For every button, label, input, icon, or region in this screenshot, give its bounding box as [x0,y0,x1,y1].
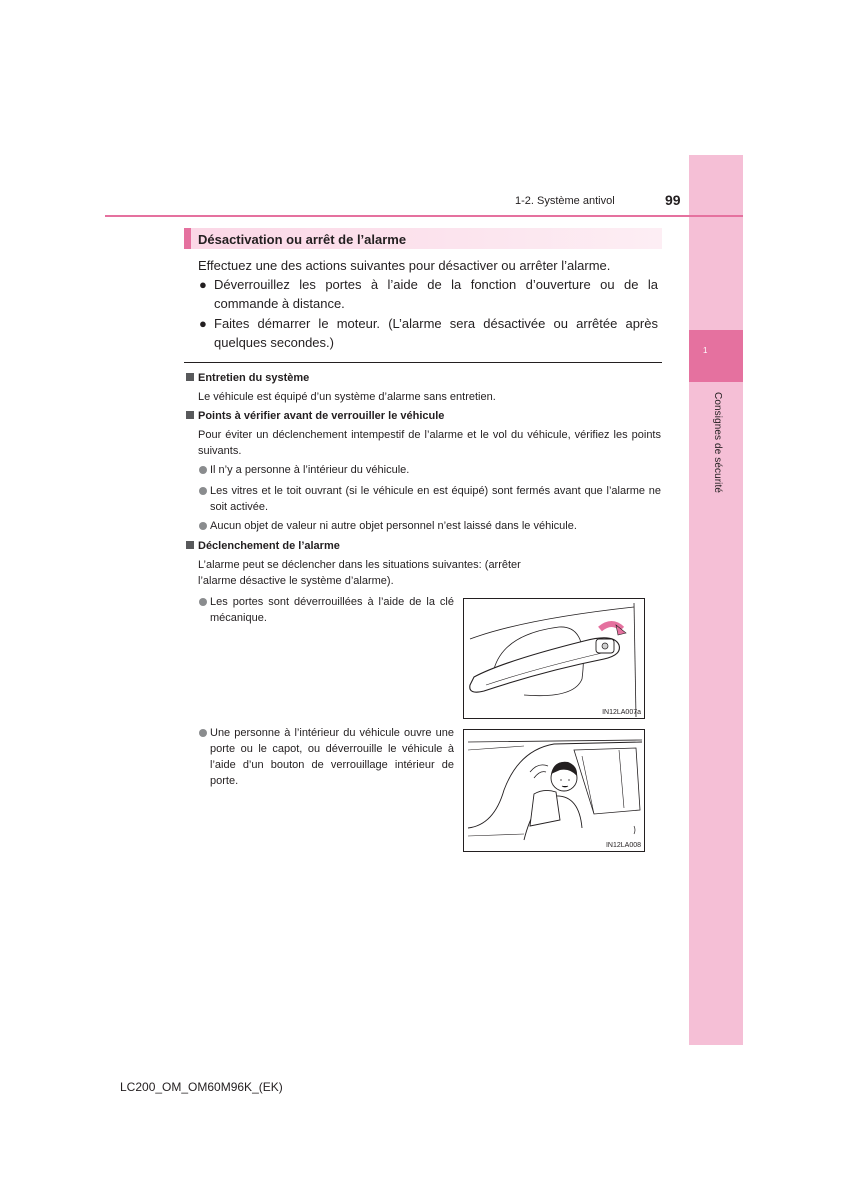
list-item-text: Aucun objet de valeur ni autre objet personnel n’est laissé dans le véhicule. [210,520,577,532]
square-bullet-icon [186,541,194,549]
chapter-title: Consignes de sécurité [712,392,723,494]
bullet-icon [199,598,207,606]
chapter-side-tab [689,155,743,1045]
note-title: Points à vérifier avant de verrouiller le véhicule [198,410,445,422]
bullet-icon [199,522,207,530]
note-text: Le véhicule est équipé d’un système d’alarme sans entretien. [198,391,496,403]
chapter-number: 1 [703,346,708,355]
section-heading: Désactivation ou arrêt de l’alarme [198,232,407,247]
header-rule [105,215,743,217]
bullet-icon [199,729,207,737]
square-bullet-icon [186,411,194,419]
bullet-icon: ● [199,316,207,331]
chapter-tab-active[interactable] [689,330,743,382]
note-heading [186,372,309,384]
footer-code: LC200_OM_OM60M96K_(EK) [120,1080,283,1094]
section-intro: Effectuez une des actions suivantes pour désactiver ou arrêter l’alarme. [198,258,611,273]
bullet-icon: ● [199,277,207,292]
figure-code: IN12LA008 [605,842,641,849]
list-item-text: Une personne à l’intérieur du véhicule ouvre une porte ou le capot, ou déverrouille le véhicule à l’aide d’un bouton de verrouillage intérieur de porte. [210,727,454,787]
note-text: Pour éviter un déclenchement intempestif de l’alarme et le vol du véhicule, vérifiez les points suivants. [198,429,661,457]
note-title: Déclenchement de l’alarme [198,540,340,552]
door-handle-figure [463,598,645,719]
bullet-icon [199,487,207,495]
list-item-text: Les vitres et le toit ouvrant (si le véhicule en est équipé) sont fermés avant que l’alarme ne soit activée. [210,485,661,513]
door-handle-key-illustration [464,599,644,718]
list-item-text: Il n’y a personne à l’intérieur du véhicule. [210,464,410,476]
bullet-icon [199,466,207,474]
list-item-text: Déverrouillez les portes à l’aide de la fonction d’ouverture ou de la commande à distance. [214,277,658,311]
note-heading [186,410,444,422]
list-item-text: Faites démarrer le moteur. (L’alarme sera désactivée ou arrêtée après quelques secondes.) [214,316,658,350]
note-heading [186,540,340,552]
person-inside-vehicle-illustration [464,730,644,851]
list-item-text: Les portes sont déverrouillées à l’aide de la clé mécanique. [210,596,454,624]
figure-code: IN12LA007a [602,709,641,716]
note-title: Entretien du système [198,372,310,384]
running-head: 1-2. Système antivol [515,195,615,207]
page-number: 99 [665,192,681,208]
section-divider [184,362,662,363]
note-text: L’alarme peut se déclencher dans les situations suivantes: (arrêter l’alarme désactive le système d’alarme). [198,559,521,587]
square-bullet-icon [186,373,194,381]
vehicle-interior-figure [463,729,645,852]
